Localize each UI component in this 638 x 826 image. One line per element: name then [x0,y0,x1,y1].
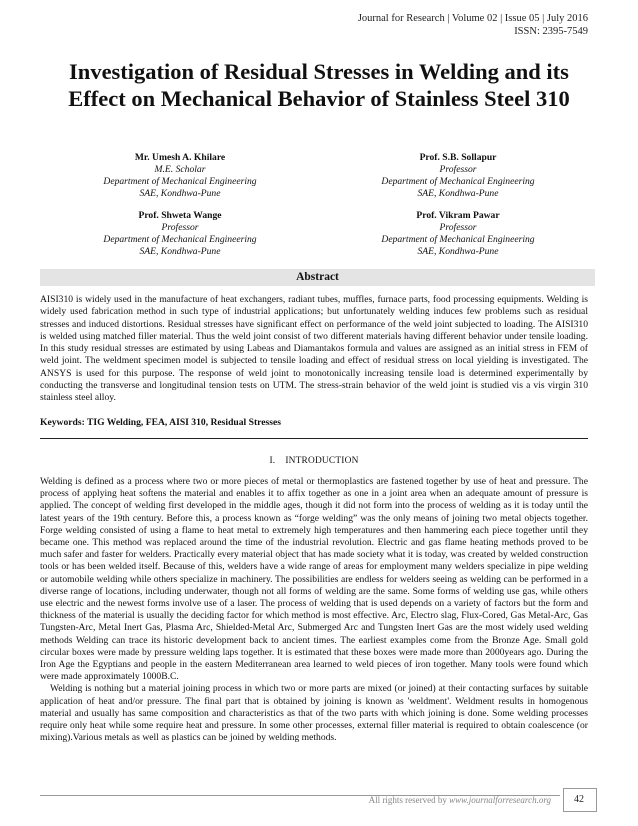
author-location: SAE, Kondhwa-Pune [417,188,499,199]
author-role: M.E. Scholar [154,164,206,175]
author-role: Professor [439,164,477,175]
author-3 [40,210,320,258]
author-4 [318,210,598,258]
author-location: SAE, Kondhwa-Pune [139,246,221,257]
author-role: Professor [439,222,477,233]
journal-header [358,13,588,38]
author-dept: Department of Mechanical Engineering [381,234,535,245]
abstract-heading: Abstract [40,269,595,286]
author-name: Prof. Vikram Pawar [416,210,500,221]
page-number: 42 [574,794,584,805]
abstract-text: AISI310 is widely used in the manufacture of heat exchangers, radiant tubes, muffles, furnace parts, food processing equipments. Welding is widely used fabrication method in such type of industrial applications; but unfortunately welding induces few problems such as residual stresses and induced distortions. Residual stresses have significant effect on performance of the weld joint subjected to loading. The AISI310 is welded using matched filler material. Thus the weld joint consist of two different materials having different behavior under tensile loading. In this study residual stresses are estimated by using Labeas and Diamantakos formula and values are assigned as an initial stress in FEM of weld joint. The weldment specimen model is subjected to tensile loading and effect of residual stress on local yielding is investigated. The ANSYS is used for this purpose. The response of weld joint to monotonically increasing tensile load is determined experimentally by conducting the transverse and longitudinal tension tests on UTM. The stress-strain behavior of the weld joint is studied vis a vis virgin 310 stainless steel alloy. [40,294,588,403]
author-2 [318,152,598,200]
section-title: INTRODUCTION [285,456,359,466]
author-1 [40,152,320,200]
body-text [40,476,588,744]
keywords: Keywords: TIG Welding, FEA, AISI 310, Residual Stresses [40,417,281,428]
author-name: Prof. S.B. Sollapur [419,152,497,163]
paragraph: Welding is defined as a process where two or more pieces of metal or thermoplastics are fastened together by use of heat and pressure. The process of applying heat softens the material and enables it to affix together as one in a joint area when an adequate amount of pressure is applied. The concept of welding first developed in the middle ages, though it did not form into the process of welding as it is today until the latest years of the 19th century. Before this, a process known as “forge welding” was the only means of joining two metal objects together. Forge welding consisted of using a flame to heat metal to extremely high temperatures and then hammering each piece together until they became one. This method was replaced around the time of the industrial revolution. Electric and gas flame heating methods proved to be much safer and faster for welders. Practically every material object that has made society what it is today, was created by welded construction tools or has been welded itself. Because of this, welders have a wide range of areas for employment many welders specialize in pipe welding or automobile welding while others specialize in machinery. The possibilities are endless for welders seeing as welding can be performed in a diverse range of locations, including underwater, though not all forms of welding are the same. Some forms of welding use gas, while others use electric and the newest forms involve use of a laser. The process of welding that is used depends on a variety of factors but the form and thickness of the material is usually the deciding factor for which method is most effective. Arc, Electro slag, Flux-Cored, Gas Metal-Arc, Gas Tungsten-Arc, Metal Inert Gas, Plasma Arc, Shielded-Metal Arc, Submerged Arc and Tungsten Inert Gas are the most widely used welding methods Welding can trace its historic development back to ancient times. The earliest examples come from the Bronze Age. Small gold circular boxes were made by pressure welding laps together. It is estimated that these boxes were made more than 2000years ago. During the Iron Age the Egyptians and people in the eastern Mediterranean area learned to weld pieces of iron together. Many tools were found which were made approximately 1000B.C. [40,476,588,683]
section-heading [40,456,588,466]
footer-text: All rights reserved by [368,795,450,805]
issn: ISSN: 2395-7549 [514,25,588,37]
author-dept: Department of Mechanical Engineering [103,176,257,187]
author-name: Prof. Shweta Wange [138,210,222,221]
author-location: SAE, Kondhwa-Pune [139,188,221,199]
section-divider [40,438,588,439]
author-dept: Department of Mechanical Engineering [103,234,257,245]
author-role: Professor [161,222,199,233]
author-location: SAE, Kondhwa-Pune [417,246,499,257]
author-dept: Department of Mechanical Engineering [381,176,535,187]
footer-link[interactable]: www.journalforresearch.org [449,795,551,805]
paragraph: Welding is nothing but a material joining process in which two or more parts are mixed (or joined) at their contacting surfaces by suitable application of heat and/or pressure. The final part that is obtained by joining is known as 'weldment'. Weldment results in homogenous material and usually has same composition and characteristics as that of the two parts with which joining is done. Some welding processes require only heat while some require heat and pressure. In some other processes, external filler material is required to obtain coalescence (or mixing).Various metals as well as plastics can be joined by welding methods. [40,683,588,744]
section-number: I. [269,456,276,466]
footer-copyright [369,795,551,805]
author-name: Mr. Umesh A. Khilare [134,152,226,163]
journal-info: Journal for Research | Volume 02 | Issue 05 | July 2016 [357,13,588,24]
paper-title: Investigation of Residual Stresses in Welding and its Effect on Mechanical Behavior of Stainless Steel 310 [68,59,570,111]
